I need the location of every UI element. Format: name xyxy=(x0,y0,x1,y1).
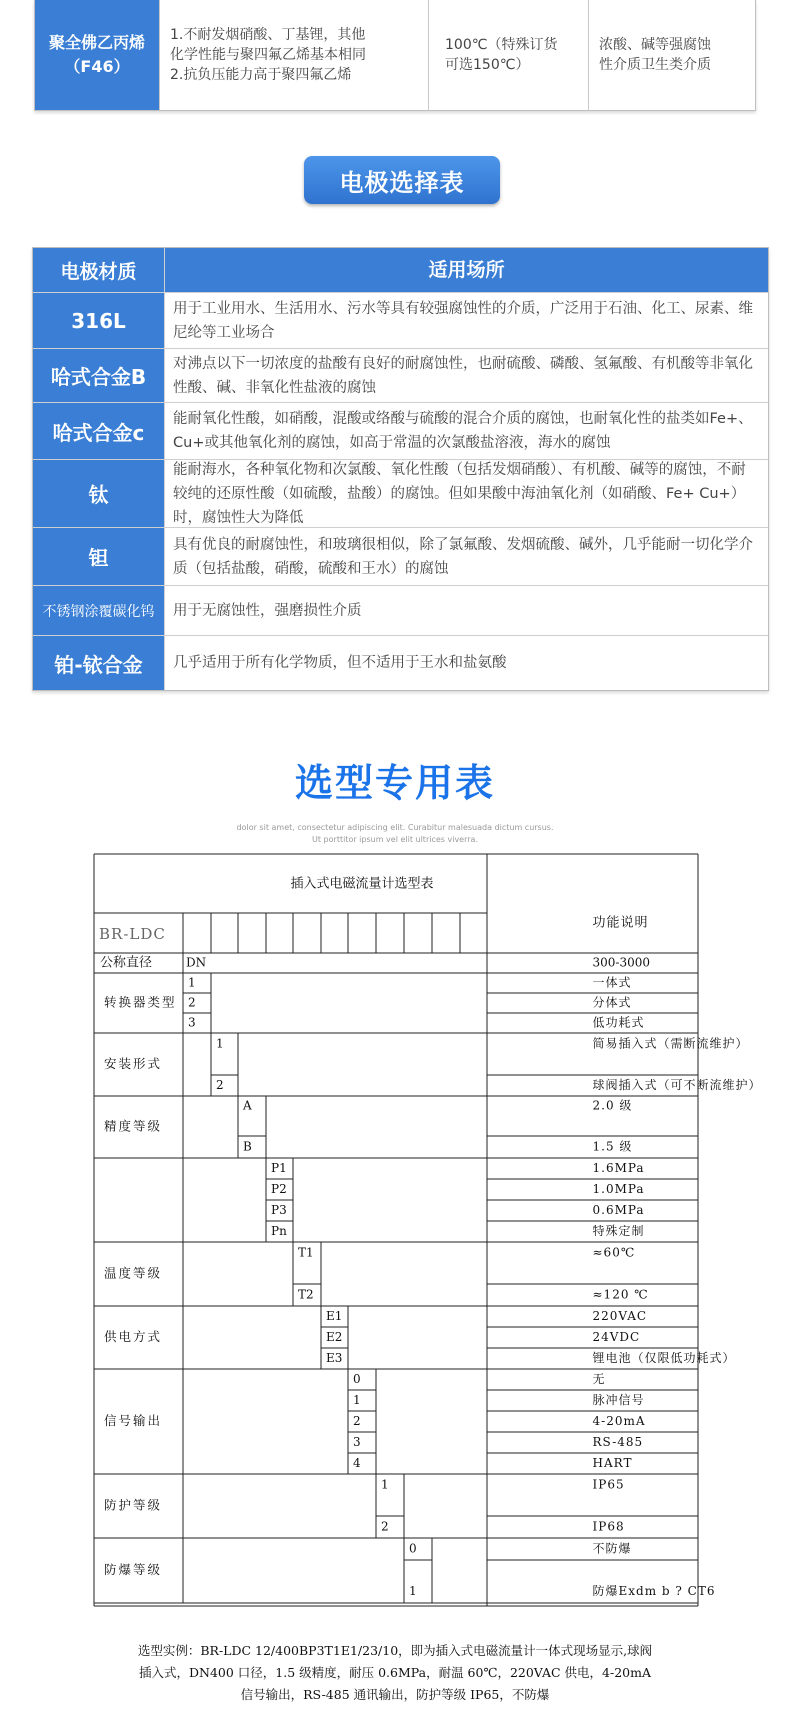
electrode-usage: 能耐氧化性酸，如硝酸，混酸或络酸与硫酸的混合介质的腐蚀，也耐氧化性的盐类如Fe+、Cu+或其他氧化剂的腐蚀，如高于常温的次氯酸盐溶液，海水的腐蚀 xyxy=(173,411,753,451)
option-desc: 锂电池（仅限低功耗式） xyxy=(592,1351,736,1365)
option-desc: 一体式 xyxy=(592,975,632,990)
dn-code: DN xyxy=(186,955,207,970)
dn-label: 公称直径 xyxy=(100,955,153,971)
lining-application: 浓酸、碱等强腐蚀 性介质卫生类介质 xyxy=(588,0,756,110)
group-label: 防爆等级 xyxy=(104,1562,163,1577)
electrode-usage: 几乎适用于所有化学物质，但不适用于王水和盐氨酸 xyxy=(173,655,507,671)
option-desc: 不防爆 xyxy=(592,1541,632,1556)
electrode-material: 铂-铱合金 xyxy=(33,636,165,690)
option-desc: ≈60℃ xyxy=(592,1245,636,1260)
electrode-material: 钽 xyxy=(33,528,165,585)
option-code: 0 xyxy=(353,1372,361,1386)
option-desc: 球阀插入式（可不断流维护） xyxy=(592,1078,762,1092)
group-label: 安装形式 xyxy=(104,1056,163,1071)
option-code: 0 xyxy=(409,1541,417,1556)
option-code: 2 xyxy=(188,995,196,1010)
option-code: B xyxy=(243,1139,252,1154)
option-desc: IP68 xyxy=(592,1519,625,1534)
option-desc: 简易插入式（需断流维护） xyxy=(592,1036,749,1051)
option-desc: 脉冲信号 xyxy=(592,1393,645,1407)
electrode-material: 钛 xyxy=(33,460,165,527)
option-code: T2 xyxy=(298,1287,314,1302)
option-code: A xyxy=(243,1098,252,1113)
group-label: 温度等级 xyxy=(104,1265,163,1281)
option-desc: 防爆Exdm b ? CT6 xyxy=(592,1584,716,1598)
function-header: 功能说明 xyxy=(592,915,649,931)
option-code: 1 xyxy=(409,1584,417,1598)
group-label: 转换器类型 xyxy=(104,994,177,1010)
dn-desc: 300-3000 xyxy=(592,955,650,970)
option-code: 1 xyxy=(353,1393,361,1407)
option-desc: 1.0MPa xyxy=(592,1182,645,1196)
option-desc: 分体式 xyxy=(592,995,632,1010)
option-desc: RS-485 xyxy=(592,1435,644,1449)
electrode-usage: 用于无腐蚀性，强磨损性介质 xyxy=(173,602,362,619)
group-label: 信号输出 xyxy=(104,1413,163,1428)
lorem-subtitle: dolor sit amet, consectetur adipiscing elit. Curabitur malesuada dictum cursus. Ut porttitor ipsum vel elit ultrices viverra. xyxy=(236,823,554,844)
option-desc: 220VAC xyxy=(592,1309,648,1323)
lining-material: 聚全佛乙丙烯 （F46） xyxy=(48,33,145,76)
electrode-usage: 对沸点以下一切浓度的盐酸有良好的耐腐蚀性，也耐硫酸、磷酸、氢氟酸、有机酸等非氧化性酸、碱、非氧化性盐液的腐蚀 xyxy=(173,355,753,396)
electrode-material: 哈式合金B xyxy=(33,349,165,402)
table-title: 插入式电磁流量计选型表 xyxy=(290,876,434,892)
option-code: 1 xyxy=(381,1477,389,1492)
option-desc: 低功耗式 xyxy=(592,1015,645,1030)
selection-title: 选型专用表 xyxy=(294,761,495,805)
electrode-material: 不锈钢涂覆碳化钨 xyxy=(33,586,165,635)
option-code: 2 xyxy=(216,1078,224,1092)
option-code: 3 xyxy=(353,1435,361,1449)
electrode-material: 哈式合金c xyxy=(33,403,165,459)
option-code: E3 xyxy=(326,1351,343,1365)
option-code: 4 xyxy=(353,1456,361,1470)
electrode-header-usage: 适用场所 xyxy=(165,248,768,292)
example-line: 插入式，DN400 口径，1.5 级精度，耐压 0.6MPa，耐温 60℃，220VAC 供电，4-20mA xyxy=(138,1665,652,1680)
option-desc: 4-20mA xyxy=(592,1414,646,1428)
option-code: 2 xyxy=(353,1414,361,1428)
electrode-material: 316L xyxy=(33,293,165,348)
selection-example xyxy=(60,1640,730,1706)
option-desc: 特殊定制 xyxy=(592,1224,645,1238)
lining-temperature: 100℃（特殊订货 可选150℃） xyxy=(428,0,588,110)
option-desc: 1.5 级 xyxy=(592,1139,633,1154)
electrode-title-badge: 电极选择表 xyxy=(304,156,500,204)
lining-limitation: 1.不耐发烟硝酸、丁基锂，其他 化学性能与聚四氟乙烯基本相同 2.抗负压能力高于聚四氟乙烯 xyxy=(159,0,428,110)
option-code: 3 xyxy=(188,1015,196,1030)
model-code: BR-LDC xyxy=(99,925,166,943)
option-desc: 无 xyxy=(592,1372,606,1386)
example-line: 选型实例：BR-LDC 12/400BP3T1E1/23/10，即为插入式电磁流量计一体式现场显示,球阀 xyxy=(137,1643,653,1658)
option-code: P3 xyxy=(271,1203,287,1217)
option-desc: IP65 xyxy=(592,1477,625,1492)
option-code: 1 xyxy=(216,1036,224,1051)
group-label: 精度等级 xyxy=(104,1118,163,1134)
example-line: 信号输出，RS-485 通讯输出，防护等级 IP65，不防爆 xyxy=(240,1687,550,1702)
option-desc: 2.0 级 xyxy=(592,1098,633,1113)
group-label: 供电方式 xyxy=(104,1329,163,1344)
electrode-usage: 具有优良的耐腐蚀性，和玻璃很相似，除了氯氟酸、发烟硫酸、碱外，几乎能耐一切化学介质（包括盐酸，硝酸，硫酸和王水）的腐蚀 xyxy=(173,536,753,577)
option-desc: ≈120 ℃ xyxy=(592,1287,649,1302)
option-code: 1 xyxy=(188,975,196,990)
option-code: 2 xyxy=(381,1519,389,1534)
option-desc: 24VDC xyxy=(592,1330,641,1344)
group-label: 防护等级 xyxy=(104,1497,163,1513)
option-code: E2 xyxy=(326,1330,343,1344)
option-desc: HART xyxy=(592,1456,633,1470)
option-desc: 1.6MPa xyxy=(592,1161,645,1175)
electrode-usage: 能耐海水，各种氧化物和次氯酸、氧化性酸（包括发烟硝酸）、有机酸、碱等的腐蚀，不耐较纯的还原性酸（如硫酸，盐酸）的腐蚀。但如果酸中海油氧化剂（如硝酸、Fe+ Cu+）时，腐蚀性大为降低 xyxy=(173,461,746,526)
electrode-usage: 用于工业用水、生活用水、污水等具有较强腐蚀性的介质，广泛用于石油、化工、尿素、维尼纶等工业场合 xyxy=(173,300,753,341)
option-code: E1 xyxy=(326,1309,343,1323)
electrode-header-material: 电极材质 xyxy=(33,248,165,292)
option-code: P1 xyxy=(271,1161,287,1175)
option-code: P2 xyxy=(271,1182,287,1196)
option-desc: 0.6MPa xyxy=(592,1203,645,1217)
option-code: T1 xyxy=(298,1245,314,1260)
option-code: Pn xyxy=(271,1224,287,1238)
